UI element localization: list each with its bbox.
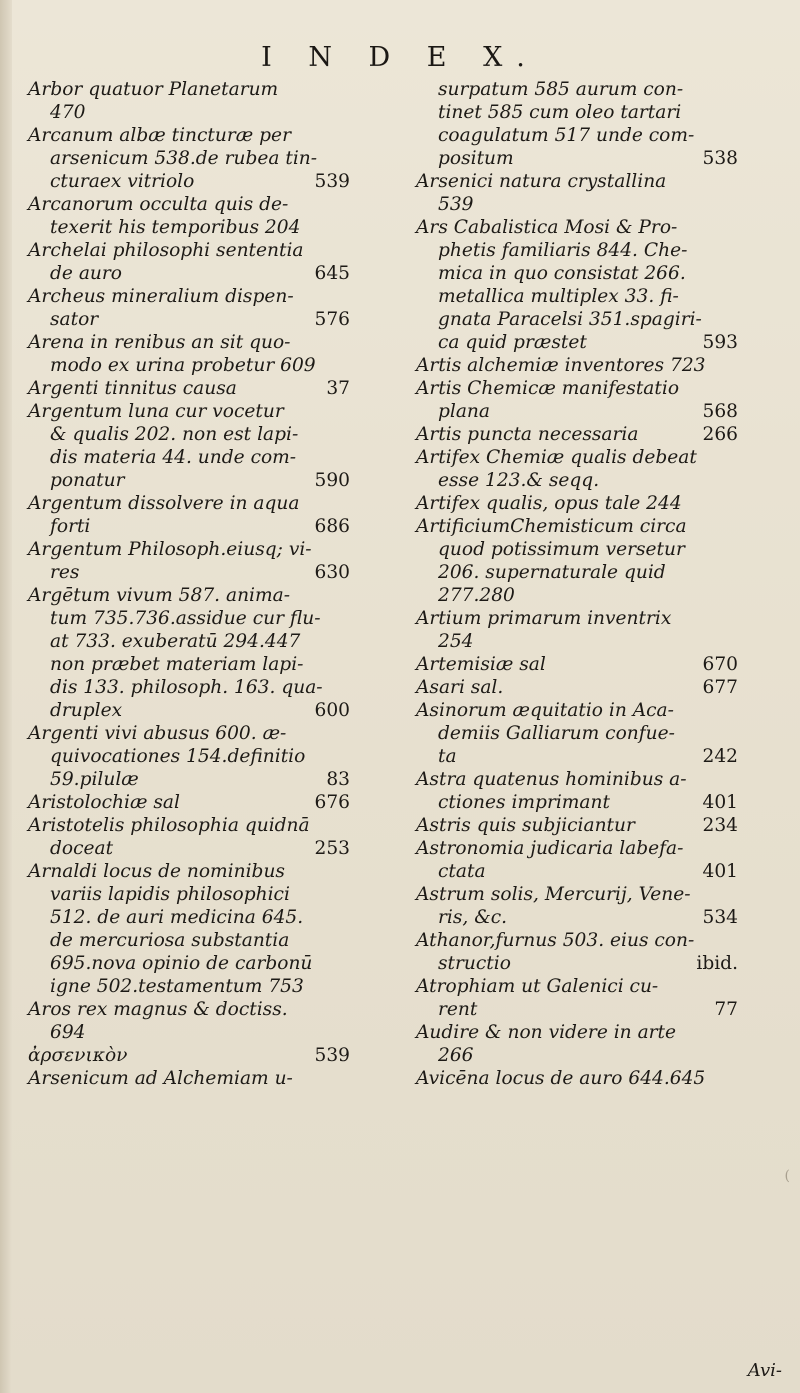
entry-text: Artis Chemicæ manifestatio [416,378,680,399]
index-entry [416,745,738,768]
index-entry [416,906,738,929]
index-entry [416,308,738,331]
binding-gutter [0,0,12,1393]
index-entry [416,446,738,469]
entry-text: ta [438,746,457,767]
page-reference: 83 [326,769,350,790]
index-entry [416,354,738,377]
index-entry [28,1044,350,1067]
index-entry [416,193,738,216]
entry-text: res [50,562,80,583]
index-entry [28,860,350,883]
entry-text: 470 [50,102,86,123]
entry-text: Artis puncta necessaria [416,424,639,445]
margin-mark: ( [784,1168,790,1184]
entry-text: & qualis 202. non est lapi- [50,424,299,445]
index-entry [28,906,350,929]
index-entry [416,538,738,561]
index-entry [416,653,738,676]
index-entry [28,1021,350,1044]
entry-text: plana [438,401,490,422]
entry-text: positum [438,148,514,169]
index-entry [28,377,350,400]
entry-text: quod potissimum versetur [438,539,685,560]
index-entry [416,170,738,193]
index-entry [28,308,350,331]
entry-text: ctiones imprimant [438,792,610,813]
index-entry [28,676,350,699]
entry-text: esse 123.& seqq. [438,470,600,491]
index-entry [416,423,738,446]
index-entry [416,630,738,653]
entry-text: Arsenici natura crystallina [416,171,667,192]
entry-text: Argentum Philosoph.eiusq; vi- [28,539,312,560]
index-entry [416,147,738,170]
entry-text: ca quid præstet [438,332,587,353]
page-reference: 600 [314,700,350,721]
entry-text: Aros rex magnus & doctiss. [28,999,288,1020]
entry-text: rent [438,999,478,1020]
entry-text: Archelai philosophi sententia [28,240,304,261]
index-entry [416,216,738,239]
index-entry [28,515,350,538]
page-header: I N D E X. [261,42,539,73]
entry-text: Artifex qualis, opus tale 244 [416,493,682,514]
index-entry [28,147,350,170]
entry-text: ctata [438,861,486,882]
index-entry [28,400,350,423]
entry-text: Asinorum æquitatio in Aca- [416,700,674,721]
page-reference: 538 [702,148,738,169]
page-reference: 590 [314,470,350,491]
entry-text: ἀρσενικὸν [28,1045,128,1066]
entry-text: Arcanum albæ tincturæ per [28,125,291,146]
index-entry [28,492,350,515]
entry-text: Asari sal. [416,677,504,698]
index-column-left [28,78,350,1090]
index-entry [28,193,350,216]
index-entry [416,768,738,791]
index-entry [416,607,738,630]
index-entry [416,78,738,101]
index-entry [416,239,738,262]
entry-text: Ars Cabalistica Mosi & Pro- [416,217,678,238]
index-entry [416,791,738,814]
catchword: Avi- [747,1360,782,1381]
entry-text: 59.pilulæ [50,769,139,790]
index-entry [416,814,738,837]
index-entry [28,791,350,814]
entry-text: tum 735.736.assidue cur flu- [50,608,321,629]
index-entry [28,561,350,584]
index-entry [416,676,738,699]
index-entry [28,446,350,469]
entry-text: druplex [50,700,123,721]
index-entry [28,929,350,952]
entry-text: Artifex Chemiæ qualis debeat [416,447,697,468]
page-reference: 401 [702,792,738,813]
index-entry [416,1067,738,1090]
entry-text: ArtificiumChemisticum circa [416,516,687,537]
entry-text: modo ex urina probetur 609 [50,355,316,376]
entry-text: Audire & non videre in arte [416,1022,677,1043]
index-entry [416,262,738,285]
entry-text: quivocationes 154.definitio [50,746,306,767]
page-reference: 576 [314,309,350,330]
entry-text: Artis alchemiæ inventores 723 [416,355,706,376]
page-reference: 242 [702,746,738,767]
page-reference: 686 [314,516,350,537]
index-entry [416,584,738,607]
entry-text: metallica multiplex 33. fi- [438,286,679,307]
entry-text: Archeus mineralium dispen- [28,286,294,307]
index-entry [28,607,350,630]
index-entry [416,860,738,883]
index-entry [28,975,350,998]
entry-text: phetis familiaris 844. Che- [438,240,688,261]
entry-text: Argentum luna cur vocetur [28,401,284,422]
index-entry [416,285,738,308]
entry-text: variis lapidis philosophici [50,884,290,905]
index-entry [416,722,738,745]
entry-text: ris, &c. [438,907,508,928]
index-entry [416,492,738,515]
index-entry [416,561,738,584]
index-entry [28,170,350,193]
index-entry [416,377,738,400]
page-reference: 677 [702,677,738,698]
index-entry [416,1021,738,1044]
entry-text: structio [438,953,511,974]
page-reference: 234 [702,815,738,836]
page-reference: 539 [314,171,350,192]
index-entry [416,837,738,860]
entry-text: dis materia 44. unde com- [50,447,297,468]
index-entry [28,1067,350,1090]
entry-text: Avicēna locus de auro 644.645 [416,1068,706,1089]
entry-text: Arbor quatuor Planetarum [28,79,279,100]
page-reference: 253 [314,838,350,859]
page-reference: 37 [326,378,350,399]
entry-text: Argenti vivi abusus 600. æ- [28,723,287,744]
page-reference: 630 [314,562,350,583]
index-entry [28,285,350,308]
index-entry [28,837,350,860]
entry-text: 254 [438,631,474,652]
page-reference: 676 [314,792,350,813]
entry-text: Arnaldi locus de nominibus [28,861,285,882]
entry-text: Artemisiæ sal [416,654,546,675]
page-reference: 593 [702,332,738,353]
entry-text: Arsenicum ad Alchemiam u- [28,1068,293,1089]
entry-text: forti [50,516,91,537]
index-entry [28,768,350,791]
entry-text: arsenicum 538.de rubea tin- [50,148,318,169]
entry-text: 695.nova opinio de carbonū [50,953,313,974]
index-entry [28,423,350,446]
index-entry [28,78,350,101]
entry-text: Argentum dissolvere in aqua [28,493,300,514]
index-entry [28,630,350,653]
index-entry [28,331,350,354]
entry-text: ponatur [50,470,125,491]
entry-text: dis 133. philosoph. 163. qua- [50,677,323,698]
entry-text: 694 [50,1022,86,1043]
entry-text: at 733. exuberatū 294.447 [50,631,301,652]
entry-text: Aristotelis philosophia quidnā [28,815,310,836]
entry-text: tinet 585 cum oleo tartari [438,102,682,123]
index-entry [416,929,738,952]
page-reference: 539 [314,1045,350,1066]
index-entry [28,814,350,837]
index-entry [416,952,738,975]
entry-text: 266 [438,1045,474,1066]
entry-text: Arena in renibus an sit quo- [28,332,291,353]
page-reference: 534 [702,907,738,928]
entry-text: Argenti tinnitus causa [28,378,237,399]
index-entry [416,998,738,1021]
entry-text: Atrophiam ut Galenici cu- [416,976,659,997]
entry-text: 277.280 [438,585,515,606]
index-column-right [416,78,738,1090]
entry-text: demiis Galliarum confue- [438,723,675,744]
index-entry [28,124,350,147]
index-entry [28,538,350,561]
page-reference: 645 [314,263,350,284]
entry-text: 539 [438,194,474,215]
index-entry [28,998,350,1021]
index-entry [28,952,350,975]
index-entry [28,722,350,745]
entry-text: sator [50,309,99,330]
page-reference: 670 [702,654,738,675]
entry-text: Aristolochiæ sal [28,792,180,813]
entry-text: texerit his temporibus 204 [50,217,301,238]
entry-text: surpatum 585 aurum con- [438,79,684,100]
index-entry [416,101,738,124]
index-entry [416,400,738,423]
entry-text: Astra quatenus hominibus a- [416,769,687,790]
index-entry [416,975,738,998]
index-entry [28,469,350,492]
entry-text: Astris quis subjiciantur [416,815,635,836]
entry-text: Argētum vivum 587. anima- [28,585,291,606]
entry-text: cturaex vitriolo [50,171,195,192]
entry-text: 512. de auri medicina 645. [50,907,304,928]
index-entry [28,883,350,906]
entry-text: Arcanorum occulta quis de- [28,194,289,215]
index-entry [416,1044,738,1067]
index-entry [28,354,350,377]
entry-text: de mercuriosa substantia [50,930,290,951]
index-entry [28,101,350,124]
page-reference: 266 [702,424,738,445]
page-reference: 77 [714,999,738,1020]
page-reference: 568 [702,401,738,422]
entry-text: Astrum solis, Mercurij, Vene- [416,884,691,905]
page-reference: 401 [702,861,738,882]
entry-text: de auro [50,263,122,284]
entry-text: coagulatum 517 unde com- [438,125,695,146]
index-entry [416,331,738,354]
entry-text: mica in quo consistat 266. [438,263,686,284]
index-entry [28,584,350,607]
entry-text: igne 502.testamentum 753 [50,976,304,997]
index-entry [416,699,738,722]
index-entry [28,699,350,722]
index-entry [28,216,350,239]
entry-text: Artium primarum inventrix [416,608,672,629]
index-entry [28,745,350,768]
index-entry [416,883,738,906]
index-entry [416,124,738,147]
entry-text: 206. supernaturale quid [438,562,666,583]
index-entry [28,239,350,262]
entry-text: gnata Paracelsi 351.spagiri- [438,309,702,330]
index-entry [416,515,738,538]
entry-text: doceat [50,838,114,859]
entry-text: Astronomia judicaria labefa- [416,838,684,859]
entry-text: non præbet materiam lapi- [50,654,304,675]
page-reference: ibid. [696,953,738,974]
entry-text: Athanor,furnus 503. eius con- [416,930,695,951]
index-entry [416,469,738,492]
index-entry [28,262,350,285]
index-entry [28,653,350,676]
